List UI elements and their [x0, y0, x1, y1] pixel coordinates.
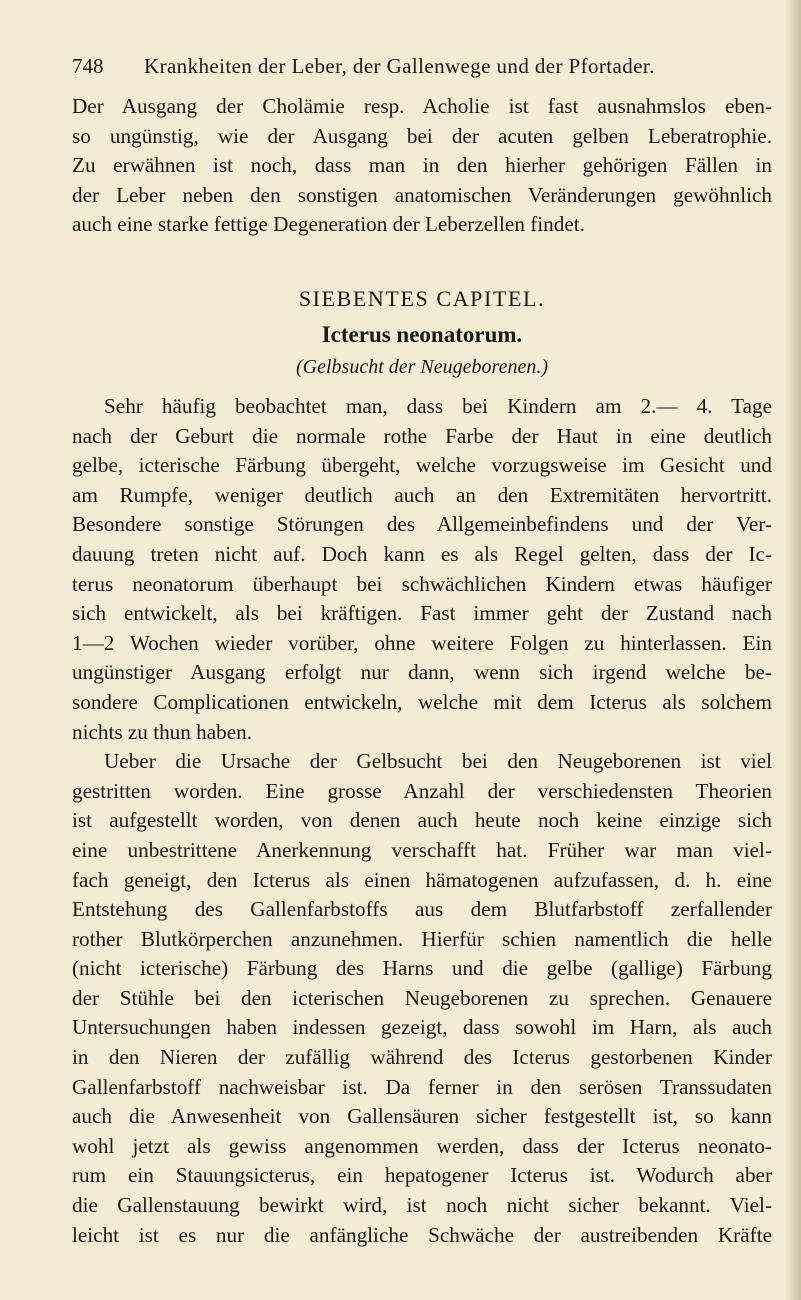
text-line: eine unbestrittene Anerkennung verschafft hat. Früher war man viel- [72, 837, 772, 862]
text-line: ungünstiger Ausgang erfolgt nur dann, wenn sich irgend welche be- [72, 660, 772, 685]
text-line: Zu erwähnen ist noch, dass man in den hierher gehörigen Fällen in [72, 153, 772, 178]
text-line: gestritten worden. Eine grosse Anzahl der verschiedensten Theorien [72, 778, 772, 803]
text-line: ist aufgestellt worden, von denen auch heute noch keine einzige sich [72, 808, 772, 833]
text-line: der Leber neben den sonstigen anatomischen Veränderungen gewöhnlich [72, 182, 772, 207]
text-line: der Stühle bei den icterischen Neugeborenen zu sprechen. Genauere [72, 985, 772, 1010]
text-line: Sehr häufig beobachtet man, dass bei Kindern am 2.— 4. Tage [104, 394, 772, 418]
chapter-subtitle: (Gelbsucht der Neugeborenen.) [296, 356, 548, 378]
text-line: 1—2 Wochen wieder vorüber, ohne weitere Folgen zu hinterlassen. Ein [72, 630, 772, 655]
text-line: Der Ausgang der Cholämie resp. Acholie ist fast ausnahmslos eben- [72, 94, 772, 118]
text-line: (nicht icterische) Färbung des Harns und die gelbe (gallige) Färbung [72, 956, 772, 981]
text-line: in den Nieren der zufällig während des Icterus gestorbenen Kinder [72, 1045, 772, 1070]
text-line: so ungünstig, wie der Ausgang bei der acuten gelben Leberatrophie. [72, 123, 772, 148]
text-line: Besondere sonstige Störungen des Allgemeinbefindens und der Ver- [72, 512, 772, 537]
text-line: fach geneigt, den Icterus als einen hämatogenen aufzufassen, d. h. eine [72, 867, 772, 892]
text-line: auch die Anwesenheit von Gallensäuren sicher festgestellt ist, so kann [72, 1104, 772, 1129]
text-line: leicht ist es nur die anfängliche Schwäche der austreibenden Kräfte [72, 1222, 772, 1247]
text-line: rum ein Stauungsicterus, ein hepatogener Icterus ist. Wodurch aber [72, 1163, 772, 1188]
body-text [72, 392, 772, 1250]
page-edge-shadow [785, 0, 801, 1300]
text-line: sondere Complicationen entwickeln, welche mit dem Icterus als solchem [72, 689, 772, 714]
text-line: gelbe, icterische Färbung übergeht, welche vorzugsweise im Gesicht und [72, 453, 772, 478]
text-line: Untersuchungen haben indessen gezeigt, dass sowohl im Harn, als auch [72, 1015, 772, 1040]
page-number: 748 [72, 54, 104, 78]
page-header [72, 54, 772, 84]
running-title: Krankheiten der Leber, der Gallenwege und der Pfortader. [144, 54, 655, 78]
text-line: Entstehung des Gallenfarbstoffs aus dem Blutfarbstoff zerfallender [72, 897, 772, 922]
text-line: rother Blutkörperchen anzunehmen. Hierfür schien namentlich die helle [72, 926, 772, 951]
text-line: nichts zu thun haben. [72, 719, 253, 744]
text-line: am Rumpfe, weniger deutlich auch an den Extremitäten hervortritt. [72, 482, 772, 507]
text-line: die Gallenstauung bewirkt wird, ist noch nicht sicher bekannt. Viel- [72, 1193, 772, 1218]
text-line: wohl jetzt als gewiss angenommen werden, dass der Icterus neonato- [72, 1133, 772, 1158]
text-line: auch eine starke fettige Degeneration der Leberzellen findet. [72, 212, 585, 237]
chapter-heading: SIEBENTES CAPITEL. [298, 286, 546, 311]
chapter-title: Icterus neonatorum. [321, 322, 523, 347]
text-line: dauung treten nicht auf. Doch kann es als Regel gelten, dass der Ic- [72, 541, 772, 566]
text-line: nach der Geburt die normale rothe Farbe der Haut in eine deutlich [72, 423, 772, 448]
text-line: sich entwickelt, als bei kräftigen. Fast immer geht der Zustand nach [72, 601, 772, 626]
paragraph-cholaemia [72, 92, 772, 240]
text-line: terus neonatorum überhaupt bei schwächlichen Kindern etwas häufiger [72, 571, 772, 596]
text-line: Ueber die Ursache der Gelbsucht bei den Neugeborenen ist viel [104, 749, 772, 774]
text-line: Gallenfarbstoff nachweisbar ist. Da ferner in den serösen Transsudaten [72, 1074, 772, 1099]
